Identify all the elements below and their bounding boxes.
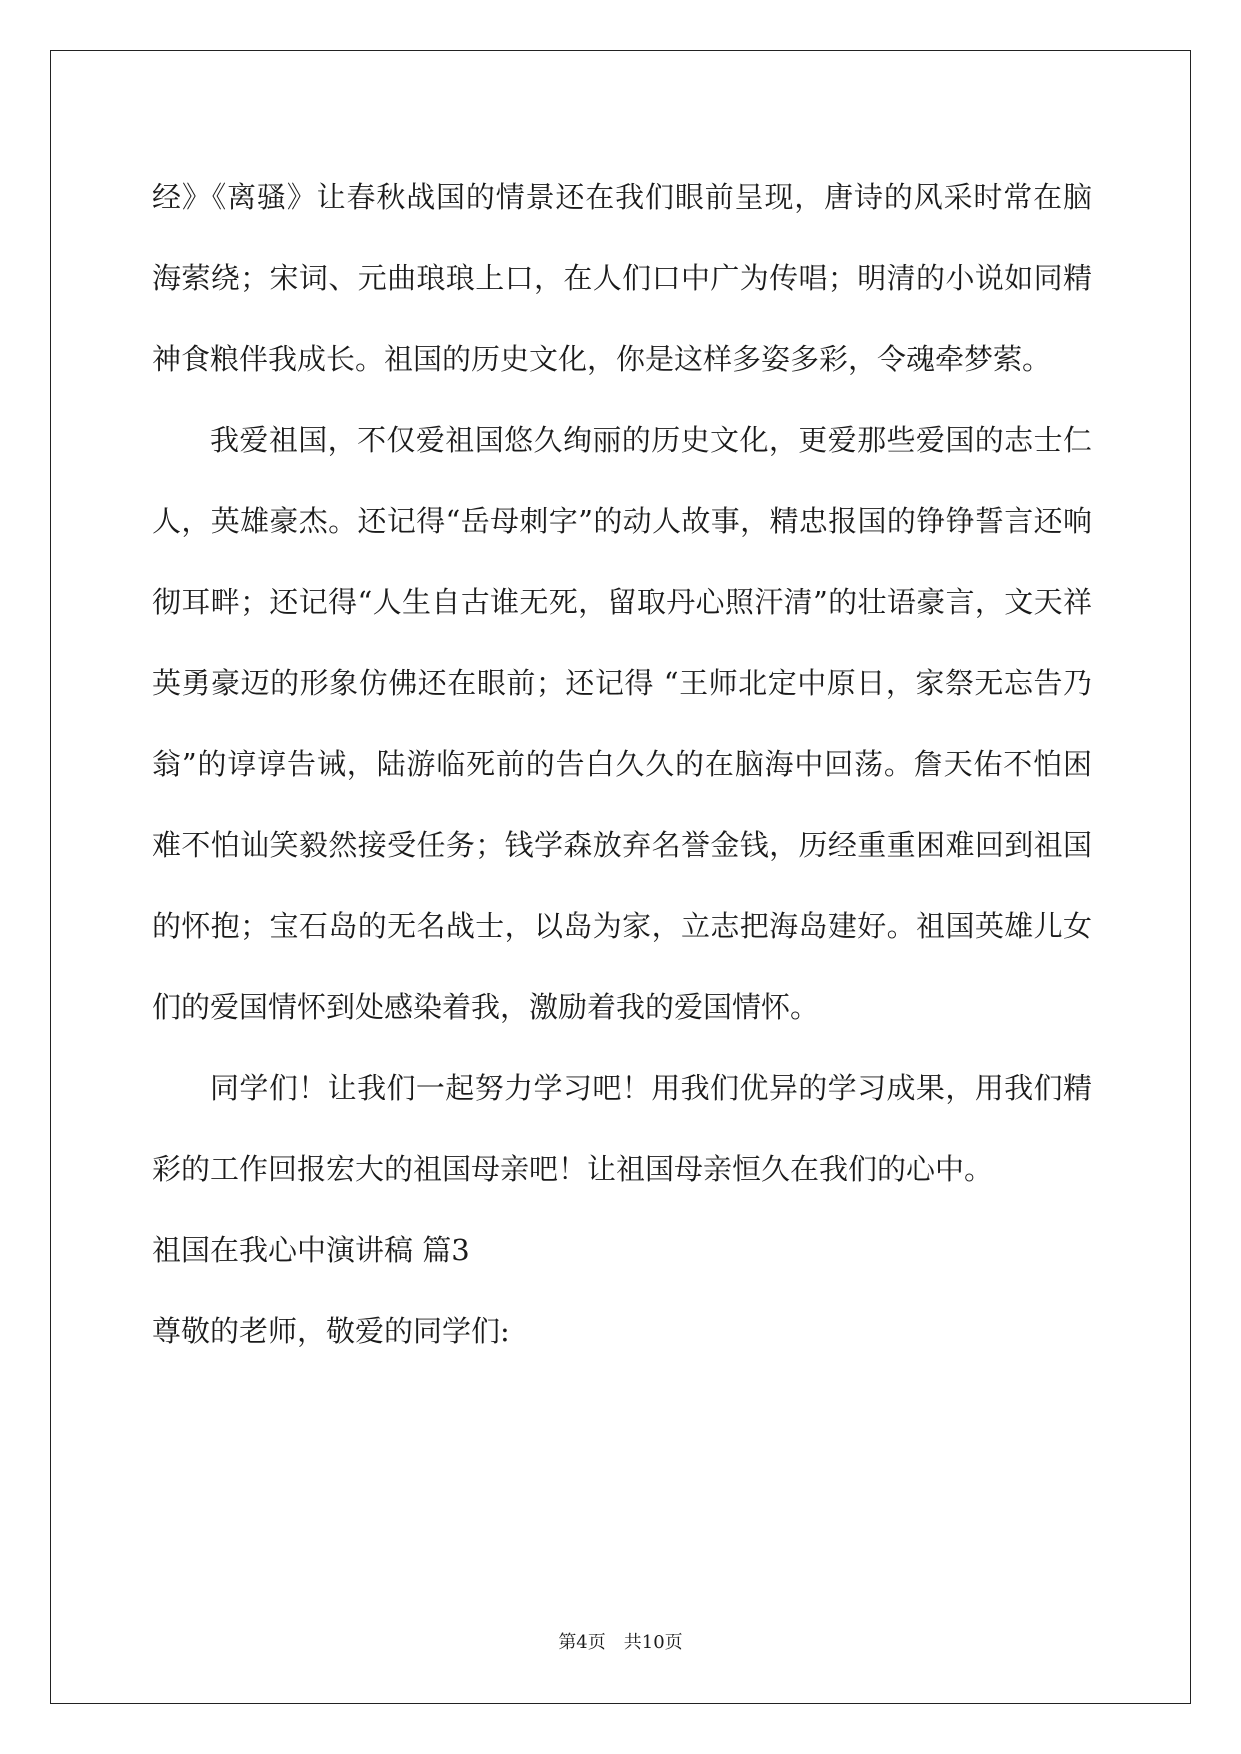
- paragraph-3: 同学们！让我们一起努力学习吧！用我们优异的学习成果，用我们精彩的工作回报宏大的祖国母亲吧！让祖国母亲恒久在我们的心中。: [152, 1071, 1092, 1186]
- paragraph-1: 经》《离骚》让春秋战国的情景还在我们眼前呈现，唐诗的风采时常在脑海萦绕；宋词、元曲琅琅上口，在人们口中广为传唱；明清的小说如同精神食粮伴我成长。祖国的历史文化，你是这样多姿多彩，令魂牵梦萦。: [152, 180, 1092, 376]
- salutation: 尊敬的老师，敬爱的同学们:: [152, 1314, 510, 1348]
- document-body: [152, 157, 1092, 1372]
- page-number: 第4页 共10页: [558, 1632, 683, 1653]
- section-title: 祖国在我心中演讲稿 篇3: [152, 1233, 470, 1267]
- paragraph-2: 我爱祖国，不仅爱祖国悠久绚丽的历史文化，更爱那些爱国的志士仁人，英雄豪杰。还记得“岳母刺字”的动人故事，精忠报国的铮铮誓言还响彻耳畔；还记得“人生自古谁无死，留取丹心照汗清”的壮语豪言，文天祥英勇豪迈的形象仿佛还在眼前；还记得 “王师北定中原日，家祭无忘告乃翁”的谆谆告诫，陆游临死前的告白久久的在脑海中回荡。詹天佑不怕困难不怕讪笑毅然接受任务；钱学森放弃名誉金钱，历经重重困难回到祖国的怀抱；宝石岛的无名战士，以岛为家，立志把海岛建好。祖国英雄儿女们的爱国情怀到处感染着我，激励着我的爱国情怀。: [152, 423, 1092, 1024]
